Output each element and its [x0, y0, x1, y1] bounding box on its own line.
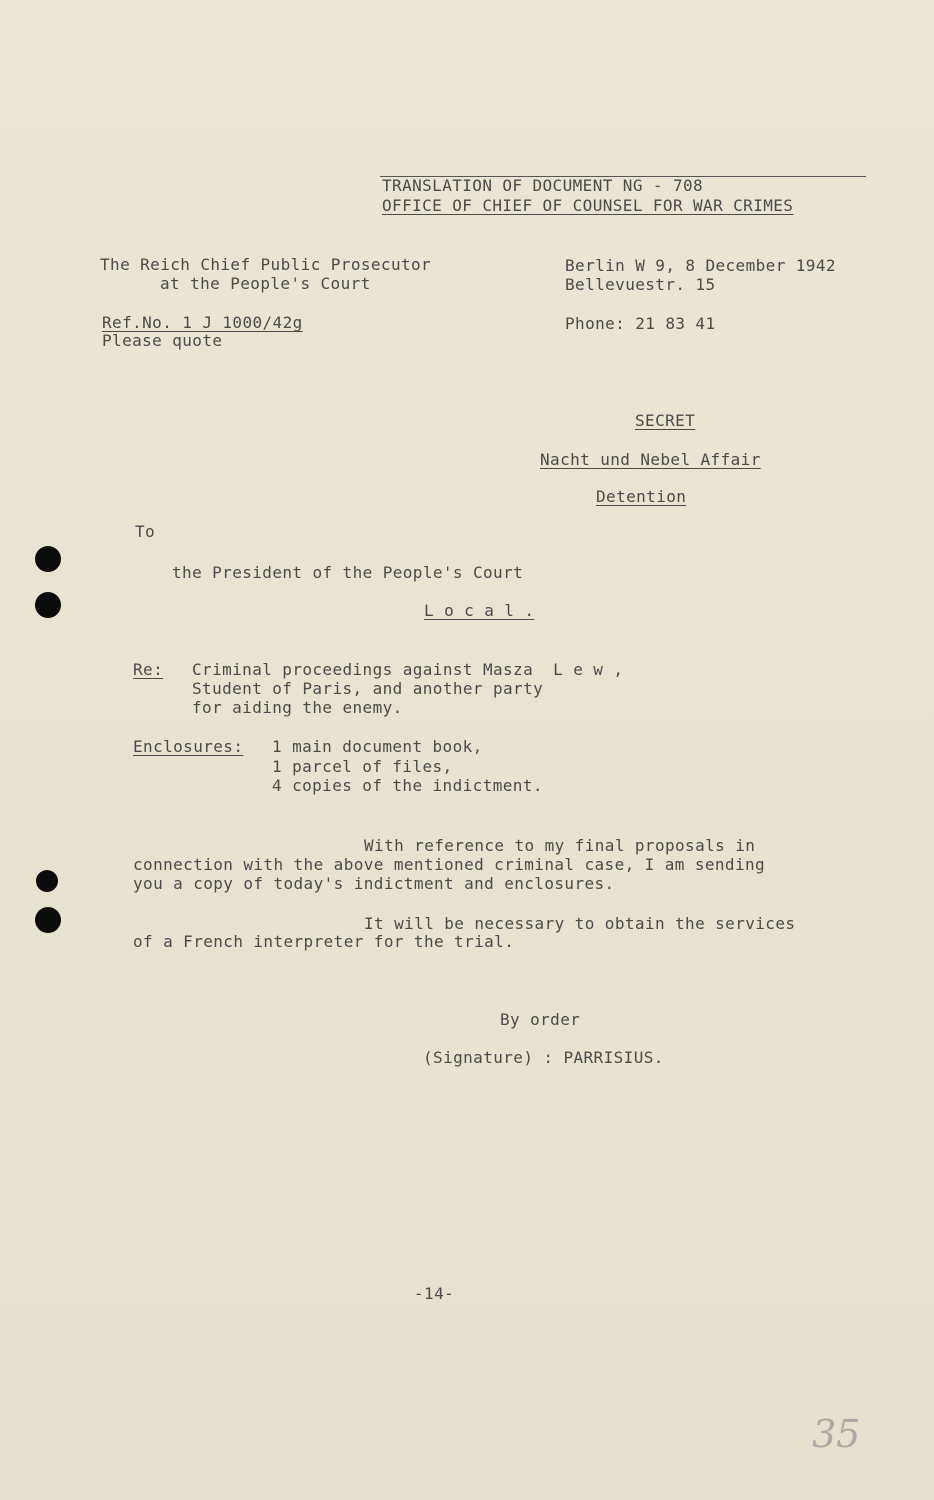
sender-line-2: at the People's Court	[160, 274, 371, 293]
address-phone: Phone: 21 83 41	[565, 314, 716, 333]
classification-affair: Nacht und Nebel Affair	[540, 450, 761, 469]
stamp-number: 35	[812, 1412, 861, 1456]
reference-note: Please quote	[102, 331, 223, 350]
body-p1-line-1: With reference to my final proposals in	[364, 836, 756, 855]
recipient-local: L o c a l .	[424, 601, 535, 620]
punch-hole	[36, 870, 58, 892]
classification-detention: Detention	[596, 487, 687, 506]
enclosure-item-3: 4 copies of the indictment.	[272, 776, 543, 795]
punch-hole	[35, 907, 61, 933]
punch-hole	[35, 592, 61, 618]
recipient-to: To	[135, 522, 156, 541]
re-label: Re:	[133, 660, 164, 679]
enclosure-item-1: 1 main document book,	[272, 737, 483, 756]
re-line-2: Student of Paris, and another party	[192, 679, 544, 698]
enclosure-item-2: 1 parcel of files,	[272, 757, 453, 776]
body-p1-line-2: connection with the above mentioned criminal case, I am sending	[133, 855, 766, 874]
header-line-2: OFFICE OF CHIEF OF COUNSEL FOR WAR CRIMES	[382, 196, 794, 215]
recipient-name: the President of the People's Court	[172, 563, 524, 582]
reference-number: Ref.No. 1 J 1000/42g	[102, 313, 303, 332]
re-line-1: Criminal proceedings against Masza L e w ,	[192, 660, 624, 679]
body-p2-line-1: It will be necessary to obtain the services	[364, 914, 796, 933]
page-number: -14-	[414, 1284, 455, 1303]
enclosures-label: Enclosures:	[133, 737, 244, 756]
punch-hole	[35, 546, 61, 572]
closing-by-order: By order	[500, 1010, 581, 1029]
classification-secret: SECRET	[635, 411, 696, 430]
address-date-line: Berlin W 9, 8 December 1942	[565, 256, 836, 275]
re-line-3: for aiding the enemy.	[192, 698, 403, 717]
closing-signature: (Signature) : PARRISIUS.	[423, 1048, 664, 1067]
header-line-1: TRANSLATION OF DOCUMENT NG - 708	[382, 176, 704, 195]
body-p1-line-3: you a copy of today's indictment and enclosures.	[133, 874, 615, 893]
address-street: Bellevuestr. 15	[565, 275, 716, 294]
body-p2-line-2: of a French interpreter for the trial.	[133, 932, 515, 951]
sender-line-1: The Reich Chief Public Prosecutor	[100, 255, 432, 274]
